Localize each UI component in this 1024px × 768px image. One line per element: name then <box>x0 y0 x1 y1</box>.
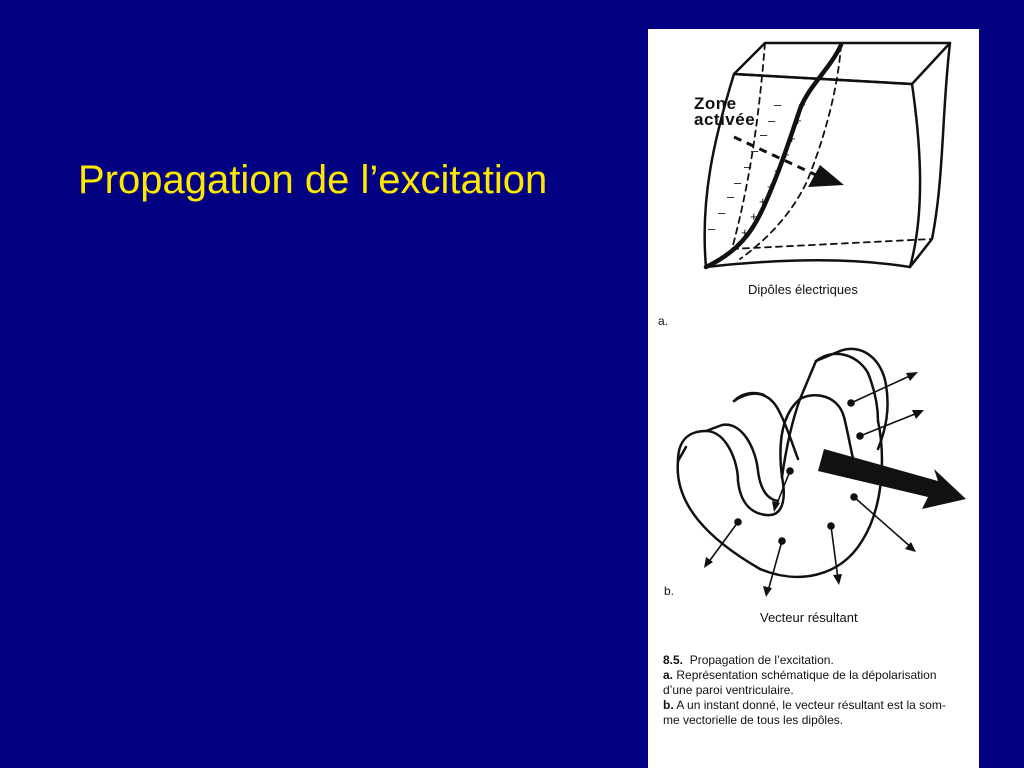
svg-text:–: – <box>768 113 776 128</box>
legend-a-text1: Représentation schématique de la dépolarisation <box>676 668 937 682</box>
figure-legend <box>663 653 975 728</box>
svg-text:+: + <box>741 225 749 240</box>
resultant-vector <box>818 449 966 509</box>
slide-title: Propagation de l’excitation <box>78 158 548 202</box>
svg-text:–: – <box>718 205 726 220</box>
svg-text:–: – <box>751 143 759 158</box>
dipoles-caption: Dipôles électriques <box>748 282 858 297</box>
svg-text:–: – <box>744 159 752 174</box>
legend-number: 8.5. <box>663 653 684 667</box>
legend-title: Propagation de l’excitation. <box>689 653 834 667</box>
part-b-letter: b. <box>664 584 675 598</box>
zone-activee-label <box>694 96 755 128</box>
svg-text:+: + <box>794 113 802 128</box>
svg-text:+: + <box>774 163 782 178</box>
legend-b-text1: A un instant donné, le vecteur résultant est la som- <box>676 698 946 712</box>
svg-text:–: – <box>727 189 735 204</box>
svg-text:+: + <box>750 209 758 224</box>
legend-b-line1 <box>663 698 975 713</box>
svg-text:+: + <box>759 194 767 209</box>
zone-label-line2: activée <box>694 110 756 129</box>
figure-panel <box>648 29 979 768</box>
svg-text:+: + <box>767 179 775 194</box>
svg-text:+: + <box>782 147 790 162</box>
vecteur-caption: Vecteur résultant <box>760 610 858 625</box>
part-a-letter: a. <box>658 314 669 328</box>
svg-text:+: + <box>788 131 796 146</box>
zone-label-line1: Zone <box>694 94 737 113</box>
svg-text:+: + <box>798 97 806 112</box>
svg-text:–: – <box>774 97 782 112</box>
legend-title-line <box>663 653 975 668</box>
svg-text:–: – <box>708 221 716 236</box>
legend-a-line1 <box>663 668 975 683</box>
legend-b-line2: me vectorielle de tous les dipôles. <box>663 713 844 727</box>
svg-text:–: – <box>734 175 742 190</box>
legend-b-prefix: b. <box>663 698 674 712</box>
svg-text:–: – <box>760 127 768 142</box>
legend-a-line2: d’une paroi ventriculaire. <box>663 683 794 697</box>
legend-a-prefix: a. <box>663 668 674 682</box>
